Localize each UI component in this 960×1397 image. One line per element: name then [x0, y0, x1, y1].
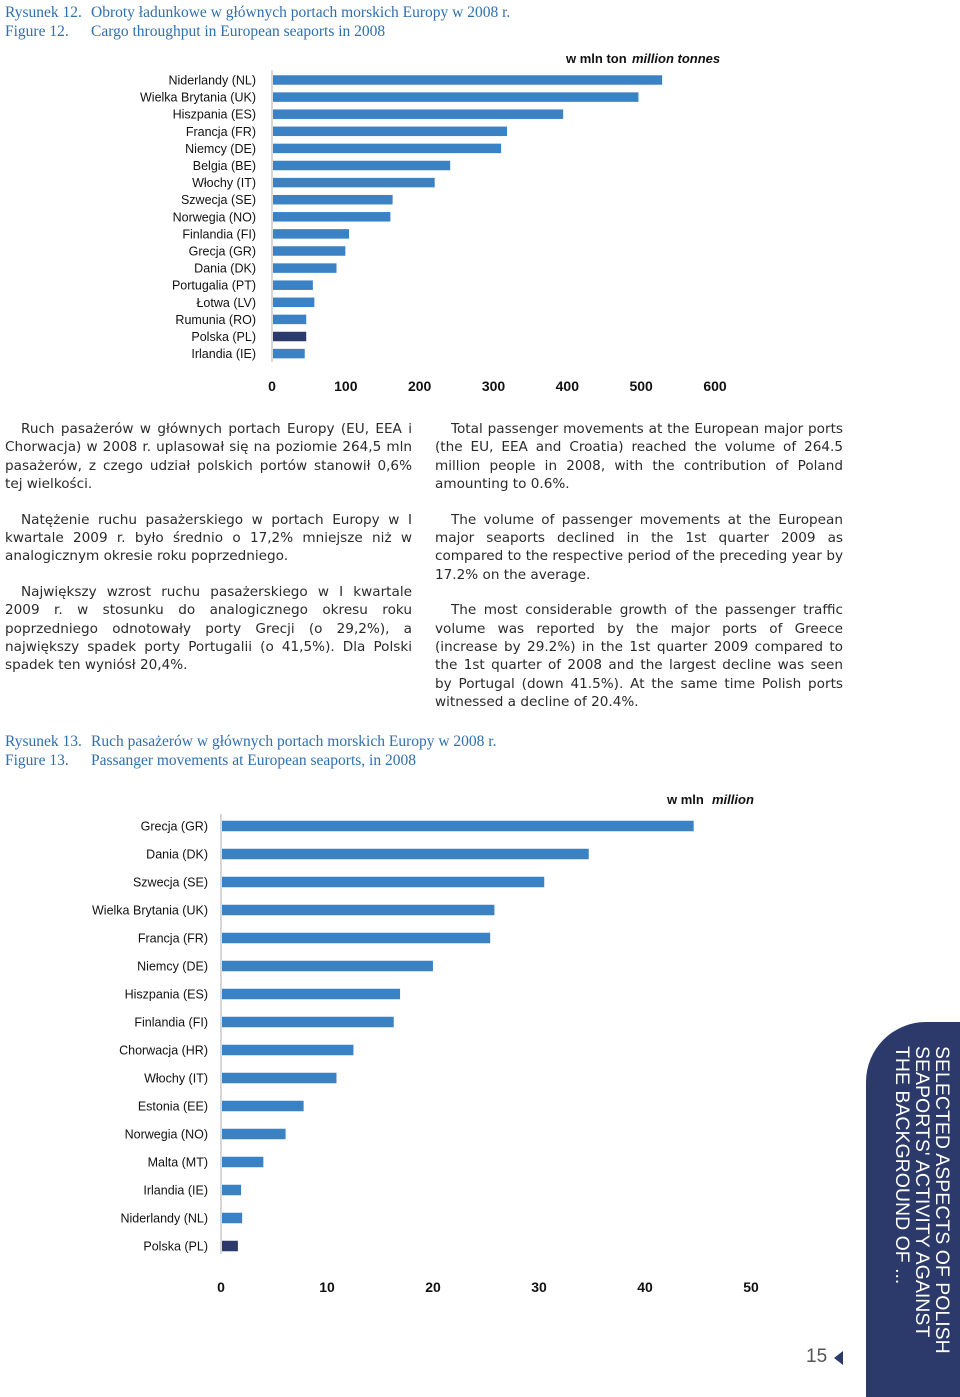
- figure13-title-en: Passanger movements at European seaports, in 2008: [91, 752, 416, 769]
- bar: [273, 161, 450, 171]
- category-label: Belgia (BE): [192, 159, 256, 173]
- bar: [222, 1157, 263, 1168]
- bar: [222, 1017, 394, 1028]
- category-label: Finlandia (FI): [182, 227, 256, 242]
- bar: [273, 229, 349, 239]
- category-label: Hiszpania (ES): [124, 987, 208, 1002]
- category-label: Polska (PL): [191, 330, 256, 344]
- category-label: Szwecja (SE): [180, 193, 256, 208]
- x-tick-label: 100: [334, 378, 358, 394]
- category-label: Wielka Brytania (UK): [140, 90, 256, 105]
- bar: [273, 263, 336, 273]
- x-tick-label: 0: [217, 1279, 225, 1295]
- category-label: Rumunia (RO): [175, 312, 256, 327]
- passenger-chart: [0, 780, 860, 1300]
- category-label: Włochy (IT): [144, 1071, 208, 1086]
- unit-label-en: million tonnes: [632, 51, 721, 66]
- text-column-pl: [5, 420, 412, 692]
- bar: [222, 1045, 353, 1056]
- figure12-title-en: Cargo throughput in European seaports in 2008: [91, 23, 386, 40]
- x-tick-label: 10: [319, 1279, 335, 1295]
- category-label: Finlandia (FI): [134, 1015, 208, 1030]
- text-en-paragraph-1: Total passenger movements at the European major ports (the EU, EEA and Croatia) reached the volume of 264.5 million people in 2008, with the contribution of Poland amounting to 0.6%.: [435, 421, 843, 492]
- x-tick-label: 20: [425, 1279, 441, 1295]
- category-label: Norwegia (NO): [124, 1127, 208, 1142]
- category-label: Włochy (IT): [192, 176, 256, 191]
- passenger-chart-svg: [0, 780, 860, 1300]
- page-number: 15: [806, 1346, 828, 1367]
- bar: [273, 75, 662, 85]
- bar: [222, 1185, 241, 1196]
- bar: [273, 332, 306, 342]
- bar: [273, 195, 393, 205]
- category-label: Grecja (GR): [140, 819, 208, 834]
- bar: [222, 961, 433, 972]
- bar: [222, 1213, 242, 1224]
- bar: [273, 178, 435, 188]
- figure12-title-pl: Obroty ładunkowe w głównych portach morskich Europy w 2008 r.: [91, 4, 511, 21]
- figure13-number-pl: Rysunek 13.: [5, 733, 82, 750]
- sidebar-line-1: SELECTED ASPECTS OF POLISH: [931, 1046, 953, 1354]
- bar: [273, 280, 313, 290]
- page-arrow-icon: [834, 1351, 843, 1365]
- bar: [273, 127, 507, 137]
- x-tick-label: 300: [481, 378, 506, 394]
- x-tick-label: 200: [407, 378, 432, 394]
- sidebar-line-3: THE BACKGROUND OF ...: [891, 1046, 913, 1285]
- bar: [222, 933, 490, 944]
- x-tick-label: 30: [531, 1279, 547, 1295]
- figure13-caption-en: [5, 751, 416, 770]
- text-en-paragraph-2: The volume of passenger movements at the European major seaports declined in the 1st quarter 2009 as compared to the respective period of the preceding year by 17.2% on the average.: [435, 511, 843, 583]
- category-label: Irlandia (IE): [191, 347, 256, 362]
- unit-label-pl: w mln ton: [566, 51, 627, 66]
- text-pl-paragraph-2: Natężenie ruchu pasażerskiego w portach Europy w I kwartale 2009 r. było średnio o 17,2% mniejsze niż w analogicznym okresie roku poprzedniego.: [5, 511, 412, 565]
- section-sidebar-title: [872, 1046, 952, 1366]
- x-tick-label: 50: [743, 1279, 759, 1295]
- category-label: Estonia (EE): [137, 1099, 208, 1114]
- category-label: Niderlandy (NL): [168, 73, 256, 88]
- category-label: Łotwa (LV): [196, 295, 256, 310]
- category-label: Francja (FR): [185, 124, 256, 139]
- category-label: Niemcy (DE): [137, 959, 208, 974]
- category-label: Irlandia (IE): [143, 1183, 208, 1198]
- text-en-paragraph-3: The most considerable growth of the passenger traffic volume was reported by the major ports of Greece (increase by 29.2%) in the 1st quarter 2009 compared to the 1st quarter of 2008 and the largest decline was seen by Portugal (down 41.5%). At the same time Polish ports witnessed a decline of 20.4%.: [435, 602, 843, 710]
- figure13-number-en: Figure 13.: [5, 752, 69, 769]
- text-pl-paragraph-1: Ruch pasażerów w głównych portach Europy (EU, EEA i Chorwacja) w 2008 r. uplasował się na poziomie 264,5 mln pasażerów, z czego udział polskich portów stanowił 0,6% tej wielkości.: [5, 421, 412, 492]
- bar: [222, 905, 494, 916]
- bar: [273, 144, 501, 154]
- bar: [273, 349, 305, 359]
- bar: [273, 246, 345, 256]
- bar: [273, 109, 563, 119]
- cargo-chart-svg: [0, 0, 960, 400]
- x-tick-label: 400: [555, 378, 580, 394]
- category-label: Portugalia (PT): [171, 278, 256, 293]
- figure13-caption-pl: [5, 732, 497, 751]
- bar: [222, 1129, 286, 1140]
- category-label: Szwecja (SE): [132, 875, 208, 890]
- category-label: Dania (DK): [194, 261, 256, 276]
- x-tick-label: 0: [268, 378, 276, 394]
- text-pl-paragraph-3: Największy wzrost ruchu pasażerskiego w I kwartale 2009 r. w stosunku do analogicznego okresu roku poprzedniego odnotowały porty Grecji (o 29,2%), a największy spadek porty Portugalii (o 41,5%). Dla Polski spadek ten wyniósł 20,4%.: [5, 584, 412, 674]
- category-label: Wielka Brytania (UK): [92, 903, 208, 918]
- figure12-number-en: Figure 12.: [5, 23, 69, 40]
- category-label: Francja (FR): [137, 931, 208, 946]
- bar: [273, 298, 314, 308]
- category-label: Niderlandy (NL): [120, 1211, 208, 1226]
- x-tick-label: 40: [637, 1279, 653, 1295]
- bar: [222, 1073, 336, 1084]
- category-label: Dania (DK): [146, 847, 208, 862]
- figure12-number-pl: Rysunek 12.: [5, 4, 82, 21]
- category-label: Grecja (GR): [188, 244, 256, 259]
- category-label: Chorwacja (HR): [119, 1043, 208, 1058]
- figure13-title-pl: Ruch pasażerów w głównych portach morskich Europy w 2008 r.: [91, 733, 497, 750]
- bar: [222, 989, 400, 1000]
- bar: [222, 821, 694, 832]
- bar: [273, 212, 390, 222]
- bar: [222, 877, 544, 888]
- category-label: Polska (PL): [143, 1239, 208, 1254]
- bar: [222, 1241, 238, 1252]
- category-label: Malta (MT): [147, 1155, 208, 1170]
- category-label: Hiszpania (ES): [172, 107, 256, 122]
- category-label: Niemcy (DE): [185, 141, 256, 156]
- bar: [222, 1101, 304, 1112]
- bar: [273, 92, 638, 102]
- bar: [222, 849, 589, 860]
- unit-label-en: million: [712, 792, 754, 807]
- x-tick-label: 600: [703, 378, 727, 394]
- sidebar-line-2: SEAPORTS' ACTIVITY AGAINST: [911, 1046, 933, 1338]
- bar: [273, 315, 306, 325]
- x-tick-label: 500: [629, 378, 653, 394]
- cargo-chart: [0, 0, 960, 400]
- unit-label-pl: w mln: [667, 792, 704, 807]
- category-label: Norwegia (NO): [172, 210, 256, 225]
- text-column-en: [435, 420, 843, 729]
